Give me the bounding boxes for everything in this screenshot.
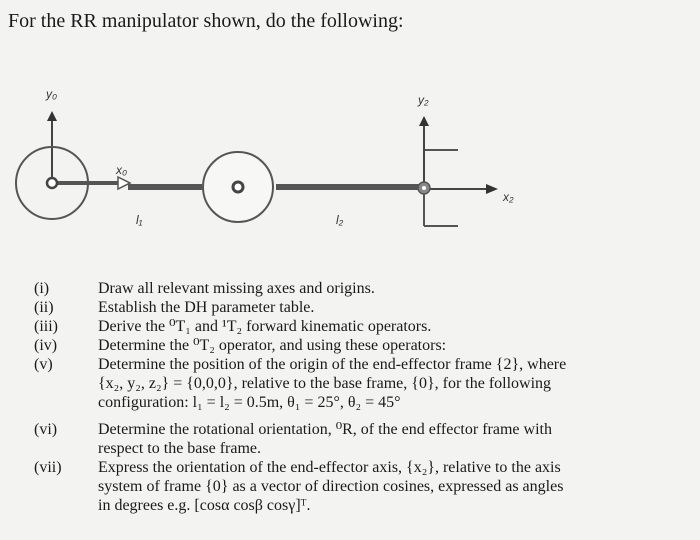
- y0-label: y₀: [46, 87, 58, 101]
- task-text: Establish the DH parameter table.: [98, 299, 315, 316]
- task-text: respect to the base frame.: [98, 440, 262, 457]
- task-item-vi: [34, 420, 694, 458]
- task-text: Determine the ⁰T₂ operator, and using these operators:: [98, 337, 447, 354]
- task-item-iv: [34, 336, 694, 355]
- task-item-v: [34, 355, 694, 412]
- task-text: system of frame {0} as a vector of direction cosines, expressed as angles: [98, 478, 564, 495]
- page-title: For the RR manipulator shown, do the following:: [8, 10, 404, 32]
- task-text: Derive the ⁰T₁ and ¹T₂ forward kinematic operators.: [98, 318, 432, 335]
- task-text: configuration: l₁ = l₂ = 0.5m, θ₁ = 25°, θ₂ = 45°: [98, 394, 401, 411]
- task-number: (i): [34, 280, 50, 297]
- task-number: (vii): [34, 459, 62, 476]
- task-number: (ii): [34, 299, 54, 316]
- joint-2-pin: [233, 182, 243, 192]
- task-text: Express the orientation of the end-effector axis, {x₂}, relative to the axis: [98, 459, 561, 476]
- task-list: [34, 279, 694, 515]
- l2-label: l₂: [336, 213, 344, 227]
- task-text: Determine the position of the origin of the end-effector frame {2}, where: [98, 356, 567, 373]
- base-origin-dot: [47, 178, 57, 188]
- y2-arrowhead-icon: [419, 116, 429, 126]
- task-number: (iv): [34, 337, 58, 354]
- l1-label: l₁: [136, 213, 143, 227]
- x2-arrowhead-icon: [486, 184, 498, 194]
- task-text: in degrees e.g. [cosα cosβ cosγ]ᵀ.: [98, 497, 311, 514]
- x0-label: x₀: [116, 163, 128, 177]
- task-item-vii: [34, 458, 694, 515]
- task-number: (iii): [34, 318, 58, 335]
- end-effector-origin-center: [422, 186, 426, 190]
- task-text: {x₂, y₂, z₂} = {0,0,0}, relative to the base frame, {0}, for the following: [98, 375, 552, 392]
- task-item-i: [34, 279, 694, 298]
- y0-arrowhead-icon: [47, 111, 57, 121]
- task-text: Determine the rotational orientation, ⁰R, of the end effector frame with: [98, 421, 552, 438]
- task-number: (vi): [34, 421, 58, 438]
- y2-label: y₂: [418, 93, 429, 107]
- x2-label: x₂: [503, 190, 514, 204]
- task-item-iii: [34, 317, 694, 336]
- task-number: (v): [34, 356, 53, 373]
- task-text: Draw all relevant missing axes and origins.: [98, 280, 375, 297]
- task-item-ii: [34, 298, 694, 317]
